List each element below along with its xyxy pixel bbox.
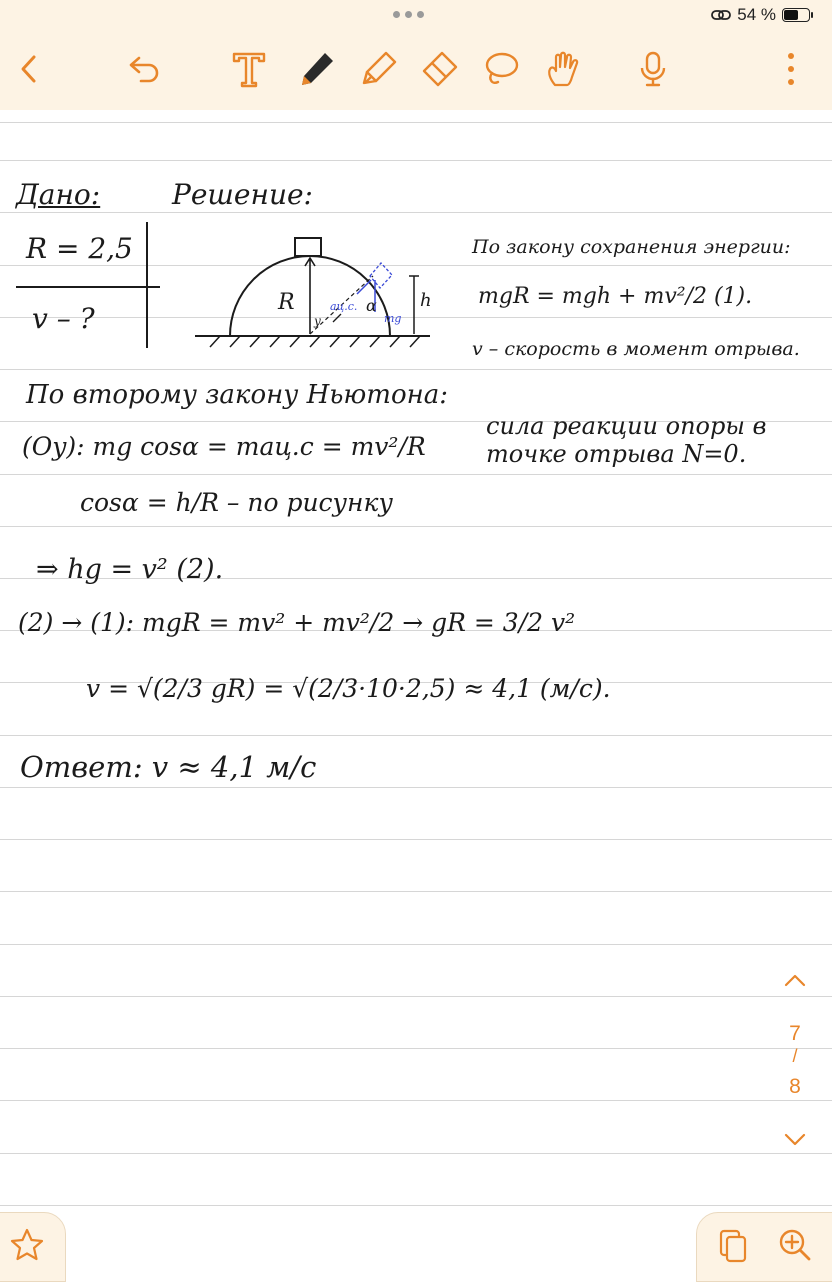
reaction-line-1: сила реакции опоры в [486,412,767,440]
page-separator: / [792,1046,798,1066]
page-tools-panel [696,1212,832,1282]
substitution-equation: (2) → (1): mgR = mv² + mv²/2 → gR = 3/2 v² [18,608,576,637]
page-current: 7 [789,1022,801,1045]
velocity-formula: v = √(2/3 gR) = √(2/3·10·2,5) ≈ 4,1 (м/с). [86,674,611,703]
cos-equation: cosα = h/R – по рисунку [80,488,393,517]
favorites-panel [0,1212,66,1282]
hemisphere-diagram [195,230,445,360]
battery-percent: 54 % [737,5,776,24]
diagram-label-acs: aц.с. [330,300,358,313]
chevron-down-icon[interactable] [784,1132,806,1148]
page-total: 8 [789,1075,801,1098]
oy-equation: (Oy): mg cosα = maц.с = mv²/R [22,432,426,461]
diagram-label-y: y [314,314,321,328]
given-velocity: v – ? [32,302,95,335]
given-title: Дано: [16,178,101,211]
zoom-in-icon[interactable] [777,1227,813,1265]
solution-title: Решение: [172,178,313,211]
diagram-label-mg: mg [384,312,402,325]
newton-title: По второму закону Ньютона: [26,380,448,410]
equation-2: ⇒ hg = v² (2). [36,554,224,585]
answer: Ответ: v ≈ 4,1 м/с [20,750,317,784]
energy-title: По закону сохранения энергии: [472,236,791,258]
given-radius: R = 2,5 [26,232,133,265]
energy-equation: mgR = mgh + mv²/2 (1). [478,284,753,309]
pages-icon[interactable] [717,1227,749,1265]
diagram-label-alpha: α [366,296,377,315]
velocity-description: v – скорость в момент отрыва. [472,338,800,360]
diagram-label-r: R [278,290,295,315]
reaction-line-2: точке отрыва N=0. [486,440,747,468]
chevron-up-icon[interactable] [784,972,806,988]
star-icon[interactable] [9,1227,45,1263]
diagram-label-h: h [420,290,432,311]
